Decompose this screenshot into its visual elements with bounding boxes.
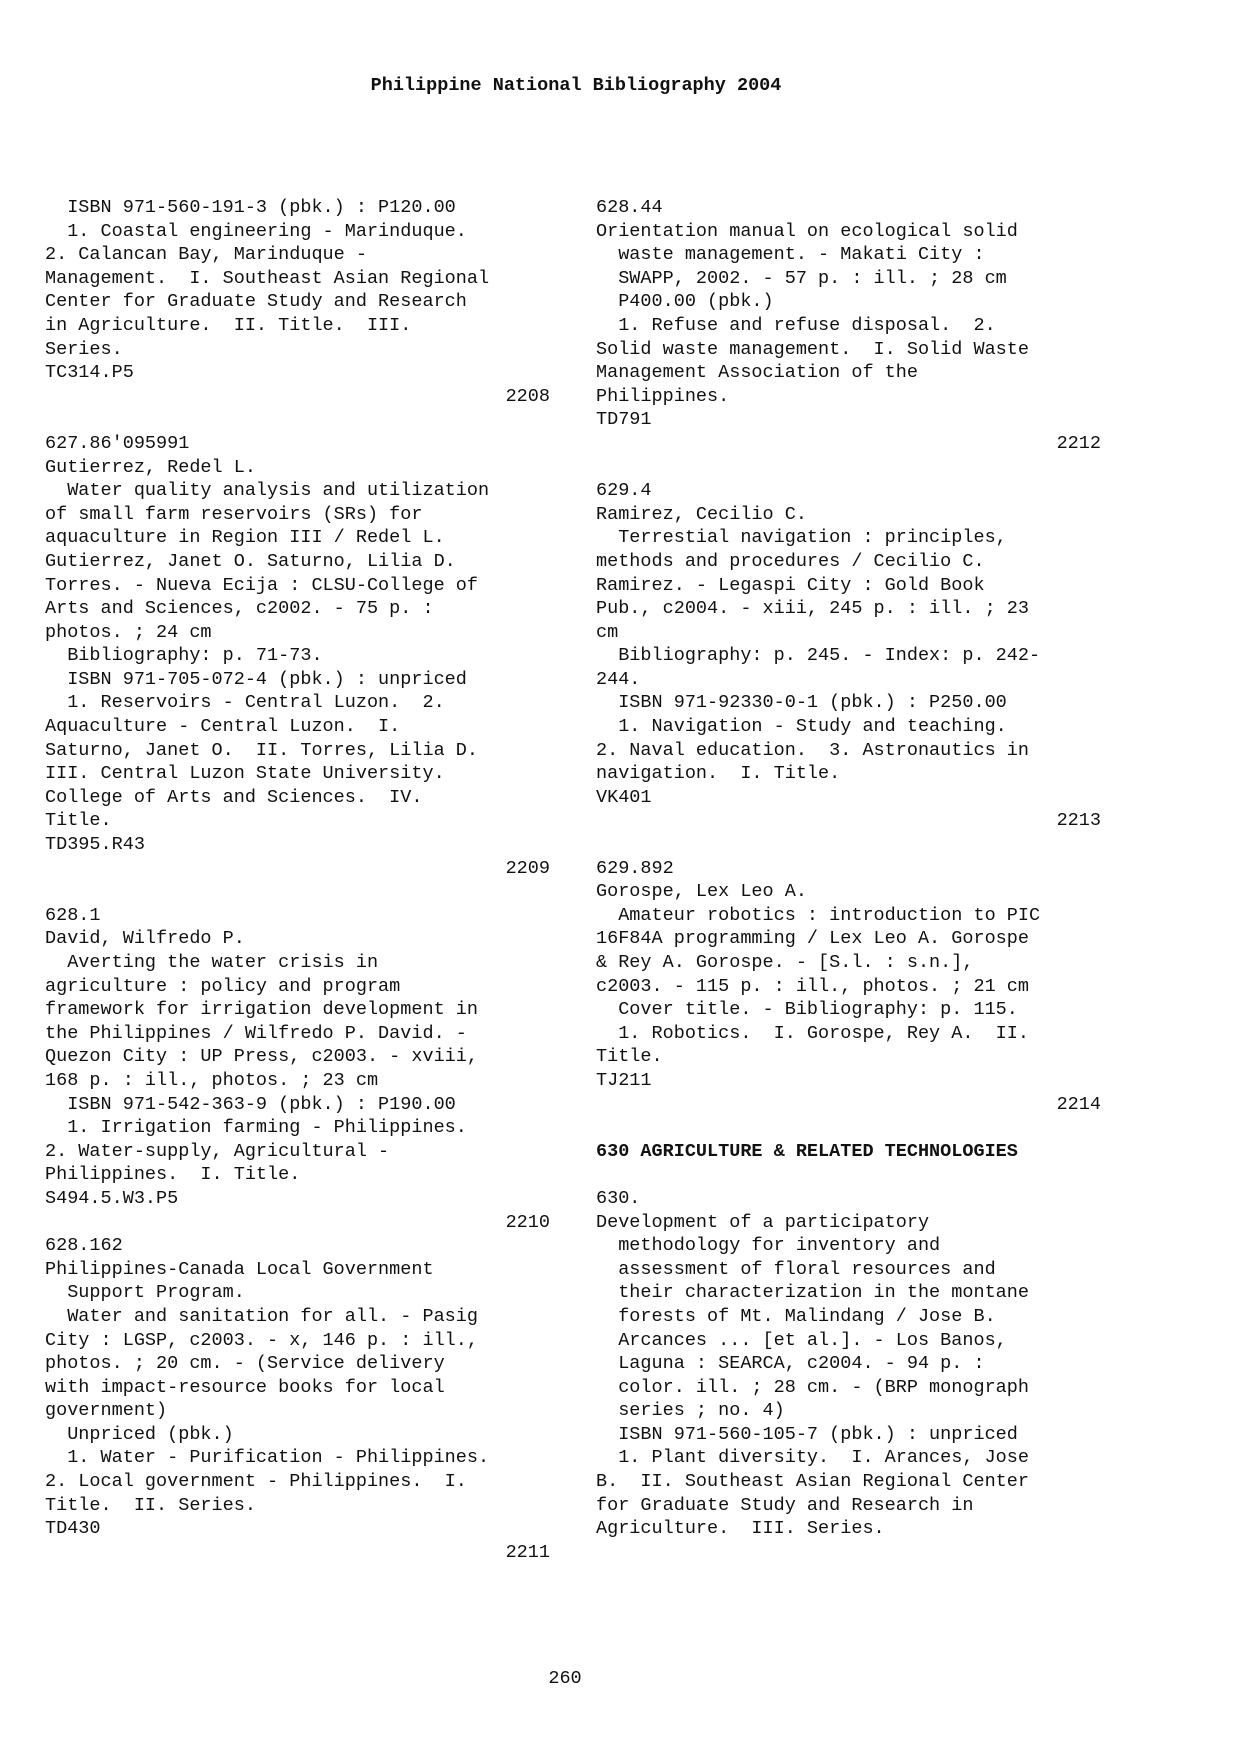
entry-line: Title. (596, 1046, 663, 1068)
entry-line: photos. ; 20 cm. - (Service delivery (45, 1353, 445, 1375)
entry-line: 1. Irrigation farming - Philippines. (45, 1117, 467, 1139)
entry-line: Water quality analysis and utilization (45, 480, 490, 502)
entry-line: 628.1 (45, 904, 101, 926)
entry-line: Agriculture. III. Series. (596, 1518, 885, 1540)
entry-line: methods and procedures / Cecilio C. (596, 550, 985, 572)
entry-line: in Agriculture. II. Title. III. (45, 314, 412, 336)
entry-line: Quezon City : UP Press, c2003. - xviii, (45, 1046, 478, 1068)
entry-line: S494.5.W3.P5 (45, 1187, 179, 1209)
entry-line: 2. Calancan Bay, Marinduque - (45, 244, 367, 266)
left-column (45, 196, 550, 1564)
entry-line: Management Association of the (596, 362, 918, 384)
entry-line: ISBN 971-542-363-9 (pbk.) : P190.00 (45, 1093, 456, 1115)
entry-line: Bibliography: p. 71-73. (45, 645, 323, 667)
entry-line: of small farm reservoirs (SRs) for (45, 503, 423, 525)
spacer (45, 408, 550, 432)
entry-line: Title. II. Series. (45, 1494, 256, 1516)
entry-line: 1. Coastal engineering - Marinduque. (45, 220, 467, 242)
entry-line: 1. Water - Purification - Philippines. (45, 1447, 490, 1469)
entry-line: agriculture : policy and program (45, 975, 401, 997)
entry-line: their characterization in the montane (596, 1282, 1029, 1304)
entry-number: 2209 (505, 857, 550, 879)
entry-line: III. Central Luzon State University. (45, 763, 445, 785)
entry-line: VK401 (596, 786, 652, 808)
entry-line: Bibliography: p. 245. - Index: p. 242- (596, 645, 1041, 667)
entry-line: College of Arts and Sciences. IV. (45, 786, 423, 808)
entry-line: & Rey A. Gorospe. - [S.l. : s.n.], (596, 952, 974, 973)
entry-line: ISBN 971-705-072-4 (pbk.) : unpriced (45, 668, 467, 690)
entry-line: Gorospe, Lex Leo A. (596, 881, 807, 903)
entry-line: David, Wilfredo P. (45, 928, 245, 950)
entry-line: Amateur robotics : introduction to PIC (596, 904, 1041, 926)
entry-line: 1. Robotics. I. Gorospe, Rey A. II. (596, 1022, 1029, 1044)
entry-line: P400.00 (pbk.) (596, 291, 774, 313)
entry-line: ISBN 971-560-191-3 (pbk.) : P120.00 (45, 197, 456, 218)
entry-line: 629.892 (596, 857, 674, 879)
entry-line: Orientation manual on ecological solid (596, 220, 1018, 242)
entry-number: 2210 (505, 1211, 550, 1233)
entry-line: Water and sanitation for all. - Pasig (45, 1305, 478, 1327)
entry-line: 628.44 (596, 197, 663, 218)
page-title: Philippine National Bibliography 2004 (370, 75, 782, 96)
entry-line: 168 p. : ill., photos. ; 23 cm (45, 1069, 379, 1091)
entry-number: 2208 (505, 385, 550, 407)
entry-line: Aquaculture - Central Luzon. I. (45, 716, 401, 738)
entry-line: 629.4 (596, 480, 652, 502)
entry-line: 1. Reservoirs - Central Luzon. 2. (45, 692, 445, 714)
entry-line: Gutierrez, Janet O. Saturno, Lilia D. (45, 550, 456, 572)
entry-line: Development of a participatory (596, 1211, 930, 1233)
entry-line: 244. (596, 668, 641, 690)
entry-line: Laguna : SEARCA, c2004. - 94 p. : (596, 1353, 985, 1375)
entry-line: Series. (45, 338, 123, 360)
entry-line: 2. Naval education. 3. Astronautics in (596, 739, 1029, 761)
entry-line: TJ211 (596, 1069, 652, 1091)
entry-line: Gutierrez, Redel L. (45, 456, 256, 478)
entry-line: for Graduate Study and Research in (596, 1494, 974, 1516)
entry-line: TC314.P5 (45, 362, 134, 384)
entry-line: 2. Water-supply, Agricultural - (45, 1140, 390, 1162)
entry-line: navigation. I. Title. (596, 763, 841, 785)
entry-line: Saturno, Janet O. II. Torres, Lilia D. (45, 739, 478, 761)
entry-line: c2003. - 115 p. : ill., photos. ; 21 cm (596, 975, 1029, 997)
entry-line: Support Program. (45, 1282, 245, 1304)
entry-line: Philippines. (596, 385, 730, 407)
entry-number: 2212 (1056, 432, 1101, 454)
entry-line: 16F84A programming / Lex Leo A. Gorospe (596, 928, 1029, 950)
entry-line: TD430 (45, 1518, 101, 1540)
entry-line: Title. (45, 810, 112, 832)
entry-line: 628.162 (45, 1235, 123, 1257)
page-number: 260 (548, 1668, 582, 1689)
entry-number: 2211 (505, 1541, 550, 1563)
entry-line: cm (596, 621, 619, 643)
entry-line: Torres. - Nueva Ecija : CLSU-College of (45, 574, 478, 596)
entry-line: 2. Local government - Philippines. I. (45, 1471, 467, 1493)
entry-line: waste management. - Makati City : (596, 244, 985, 266)
entry-line: Arcances ... [et al.]. - Los Banos, (596, 1329, 1007, 1351)
entry-line: Philippines. I. Title. (45, 1164, 301, 1186)
entry-line: aquaculture in Region III / Redel L. (45, 527, 445, 549)
entry-line: 1. Refuse and refuse disposal. 2. (596, 314, 996, 336)
entry-line: Pub., c2004. - xiii, 245 p. : ill. ; 23 (596, 598, 1029, 620)
entry-line: ISBN 971-560-105-7 (pbk.) : unpriced (596, 1423, 1018, 1445)
entry-line: Arts and Sciences, c2002. - 75 p. : (45, 598, 434, 620)
entry-line: 1. Plant diversity. I. Arances, Jose (596, 1447, 1029, 1469)
entry-line: Unpriced (pbk.) (45, 1423, 234, 1445)
entry-line: ISBN 971-92330-0-1 (pbk.) : P250.00 (596, 692, 1007, 714)
spacer (596, 1116, 1101, 1140)
entry-line: Averting the water crisis in (45, 952, 379, 973)
entry-line: government) (45, 1400, 168, 1422)
entry-line: framework for irrigation development in (45, 999, 478, 1021)
entry-line: Philippines-Canada Local Government (45, 1258, 434, 1280)
entry-line: Cover title. - Bibliography: p. 115. (596, 999, 1018, 1021)
entry-line: Terrestial navigation : principles, (596, 527, 1007, 549)
entry-line: 630. (596, 1187, 641, 1209)
entry-line: methodology for inventory and (596, 1235, 941, 1257)
entry-line: assessment of floral resources and (596, 1258, 996, 1280)
spacer (596, 833, 1101, 857)
entry-number: 2213 (1056, 810, 1101, 832)
entry-line: photos. ; 24 cm (45, 621, 212, 643)
entry-line: Solid waste management. I. Solid Waste (596, 338, 1029, 360)
entry-line: Ramirez, Cecilio C. (596, 503, 807, 525)
entry-line: 627.86'095991 (45, 432, 190, 454)
spacer (596, 1163, 1101, 1187)
entry-line: Ramirez. - Legaspi City : Gold Book (596, 574, 985, 596)
entry-number: 2214 (1056, 1093, 1101, 1115)
entry-line: SWAPP, 2002. - 57 p. : ill. ; 28 cm (596, 267, 1007, 289)
entry-line: Center for Graduate Study and Research (45, 291, 467, 313)
right-column (596, 196, 1101, 1541)
spacer (45, 880, 550, 904)
entry-line: 1. Navigation - Study and teaching. (596, 716, 1007, 738)
entry-line: TD791 (596, 409, 652, 431)
spacer (596, 456, 1101, 480)
entry-line: series ; no. 4) (596, 1400, 785, 1422)
section-heading: 630 AGRICULTURE & RELATED TECHNOLOGIES (596, 1140, 1018, 1162)
entry-line: forests of Mt. Malindang / Jose B. (596, 1305, 996, 1327)
entry-line: TD395.R43 (45, 834, 145, 856)
entry-line: Management. I. Southeast Asian Regional (45, 267, 490, 289)
entry-line: City : LGSP, c2003. - x, 146 p. : ill., (45, 1329, 478, 1351)
entry-line: B. II. Southeast Asian Regional Center (596, 1471, 1029, 1493)
entry-line: color. ill. ; 28 cm. - (BRP monograph (596, 1376, 1029, 1398)
entry-line: the Philippines / Wilfredo P. David. - (45, 1022, 467, 1044)
entry-line: with impact-resource books for local (45, 1376, 445, 1398)
